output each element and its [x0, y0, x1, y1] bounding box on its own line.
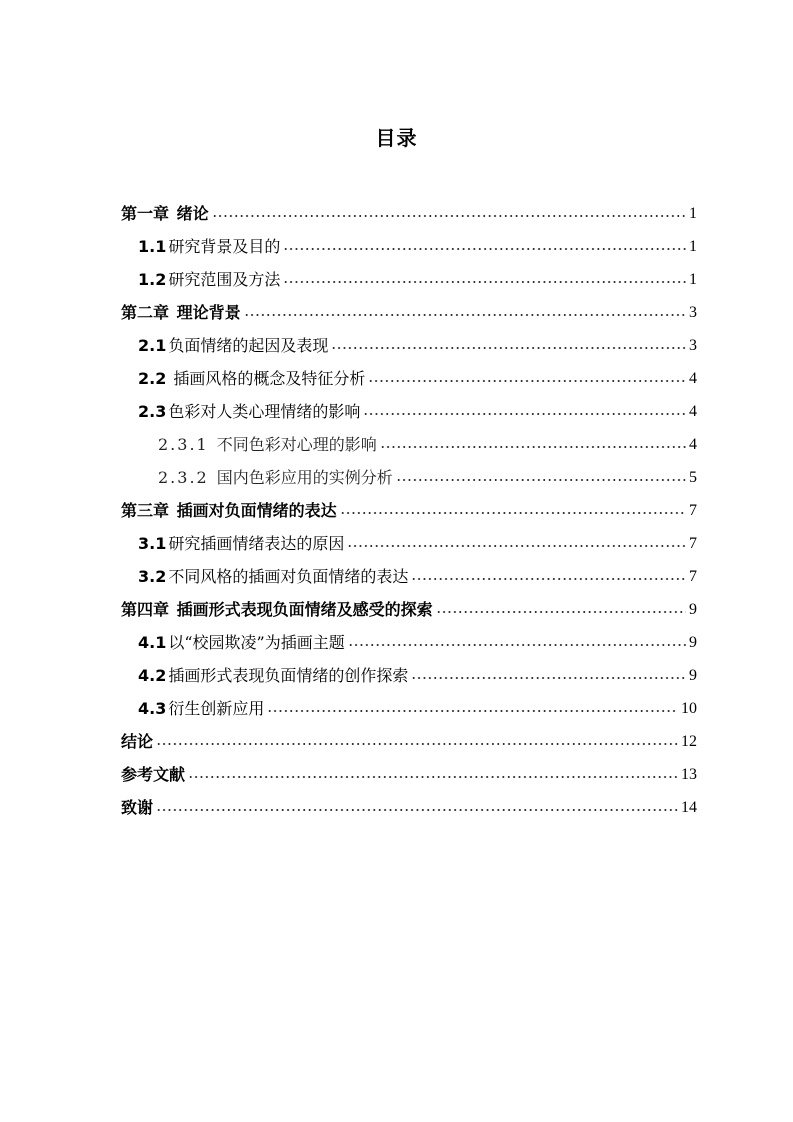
- toc-entry-label: [138, 631, 345, 655]
- toc-entry-number: 2.3: [138, 402, 167, 421]
- toc-entry[interactable]: [121, 556, 697, 589]
- toc-entry-number: 3.1: [138, 534, 167, 553]
- leader-dots: [396, 472, 686, 484]
- toc-entry-title: 插画风格的概念及特征分析: [168, 369, 366, 388]
- toc-entry[interactable]: [121, 688, 697, 721]
- toc-entry-number: 第一章: [121, 204, 170, 223]
- toc-entry-title: 绪论: [176, 204, 209, 223]
- table-of-contents: [121, 193, 697, 820]
- toc-entry-page: 3: [689, 337, 697, 354]
- leader-dots: [156, 802, 678, 814]
- toc-entry-page: 1: [689, 271, 697, 288]
- leader-dots: [436, 604, 686, 616]
- toc-entry-title: 研究范围及方法: [168, 270, 281, 289]
- toc-entry-page: 9: [689, 667, 697, 684]
- toc-entry-title: 插画形式表现负面情绪的创作探索: [168, 666, 409, 685]
- toc-entry-page: 7: [689, 502, 697, 519]
- toc-entry-page: 3: [689, 304, 697, 321]
- leader-dots: [244, 307, 686, 319]
- toc-entry[interactable]: [121, 589, 697, 622]
- toc-entry-label: [138, 400, 360, 424]
- toc-entry-title: 致谢: [121, 798, 154, 817]
- toc-entry-label: [121, 730, 153, 754]
- toc-entry-number: 4.2: [138, 666, 167, 685]
- toc-entry[interactable]: [121, 523, 697, 556]
- leader-dots: [188, 769, 678, 781]
- toc-entry-number: 4.3: [138, 699, 167, 718]
- leader-dots: [368, 373, 686, 385]
- toc-entry[interactable]: [121, 721, 697, 754]
- toc-entry-title: 负面情绪的起因及表现: [168, 336, 329, 355]
- toc-entry-label: [138, 565, 408, 589]
- toc-entry-label: [121, 598, 433, 622]
- toc-entry[interactable]: [121, 490, 697, 523]
- toc-entry-title: 结论: [121, 732, 154, 751]
- toc-entry-number: 2.1: [138, 336, 167, 355]
- toc-entry-label: [138, 334, 328, 358]
- toc-entry-title: 插画形式表现负面情绪及感受的探索: [176, 600, 433, 619]
- leader-dots: [283, 241, 686, 253]
- toc-entry-label: [138, 268, 280, 292]
- toc-entry[interactable]: [121, 655, 697, 688]
- toc-entry-label: [121, 796, 153, 820]
- toc-entry-page: 1: [689, 238, 697, 255]
- toc-entry[interactable]: [121, 325, 697, 358]
- toc-entry-title: 以“校园欺凌”为插画主题: [168, 633, 345, 652]
- toc-entry-page: 10: [681, 700, 697, 717]
- toc-entry-label: [121, 202, 209, 226]
- toc-entry-number: 2.2: [138, 369, 167, 388]
- toc-entry-number: 3.2: [138, 567, 167, 586]
- toc-entry-title: 理论背景: [176, 303, 241, 322]
- toc-entry-title: 色彩对人类心理情绪的影响: [168, 402, 361, 421]
- toc-entry-label: [158, 433, 377, 457]
- toc-entry-title: 参考文献: [121, 765, 186, 784]
- toc-entry[interactable]: [121, 292, 697, 325]
- toc-entry-page: 12: [681, 733, 697, 750]
- toc-entry-label: [138, 367, 365, 391]
- toc-entry[interactable]: [121, 391, 697, 424]
- toc-entry-page: 7: [689, 535, 697, 552]
- toc-entry-label: [138, 532, 344, 556]
- leader-dots: [411, 571, 686, 583]
- toc-entry-page: 5: [689, 469, 697, 486]
- toc-entry-page: 14: [681, 799, 697, 816]
- toc-entry[interactable]: [121, 622, 697, 655]
- leader-dots: [156, 736, 678, 748]
- toc-entry-page: 13: [681, 766, 697, 783]
- toc-entry-page: 1: [689, 205, 697, 222]
- toc-entry-number: 2.3.2: [158, 468, 209, 487]
- toc-entry-number: 2.3.1: [158, 435, 209, 454]
- toc-entry-label: [138, 664, 408, 688]
- leader-dots: [283, 274, 686, 286]
- toc-entry-title: 研究背景及目的: [168, 237, 281, 256]
- toc-entry-page: 4: [689, 370, 697, 387]
- toc-entry[interactable]: [121, 787, 697, 820]
- toc-entry[interactable]: [121, 754, 697, 787]
- toc-entry[interactable]: [121, 193, 697, 226]
- leader-dots: [348, 637, 686, 649]
- toc-entry[interactable]: [121, 358, 697, 391]
- toc-entry[interactable]: [121, 457, 697, 490]
- page-title: 目录: [375, 126, 418, 150]
- toc-entry-number: 4.1: [138, 633, 167, 652]
- toc-entry-label: [121, 301, 241, 325]
- toc-entry-title: 衍生创新应用: [168, 699, 265, 718]
- leader-dots: [363, 406, 686, 418]
- toc-entry[interactable]: [121, 424, 697, 457]
- toc-entry-page: 9: [689, 601, 697, 618]
- toc-entry-title: 不同色彩对心理的影响: [216, 435, 377, 454]
- toc-entry-number: 第二章: [121, 303, 170, 322]
- toc-entry-number: 1.1: [138, 237, 167, 256]
- toc-entry-number: 第四章: [121, 600, 170, 619]
- toc-entry[interactable]: [121, 226, 697, 259]
- toc-entry-number: 1.2: [138, 270, 167, 289]
- toc-entry[interactable]: [121, 259, 697, 292]
- toc-entry-title: 国内色彩应用的实例分析: [216, 468, 393, 487]
- leader-dots: [267, 703, 678, 715]
- toc-entry-label: [138, 235, 280, 259]
- toc-entry-label: [158, 466, 393, 490]
- toc-entry-label: [138, 697, 264, 721]
- leader-dots: [380, 439, 686, 451]
- toc-entry-title: 插画对负面情绪的表达: [176, 501, 337, 520]
- leader-dots: [212, 208, 686, 220]
- toc-entry-page: 4: [689, 436, 697, 453]
- toc-entry-page: 4: [689, 403, 697, 420]
- toc-entry-label: [121, 763, 185, 787]
- leader-dots: [411, 670, 686, 682]
- leader-dots: [340, 505, 686, 517]
- toc-entry-title: 研究插画情绪表达的原因: [168, 534, 345, 553]
- toc-entry-title: 不同风格的插画对负面情绪的表达: [168, 567, 409, 586]
- leader-dots: [331, 340, 686, 352]
- toc-entry-number: 第三章: [121, 501, 170, 520]
- toc-entry-label: [121, 499, 337, 523]
- toc-entry-page: 7: [689, 568, 697, 585]
- toc-entry-page: 9: [689, 634, 697, 651]
- leader-dots: [347, 538, 686, 550]
